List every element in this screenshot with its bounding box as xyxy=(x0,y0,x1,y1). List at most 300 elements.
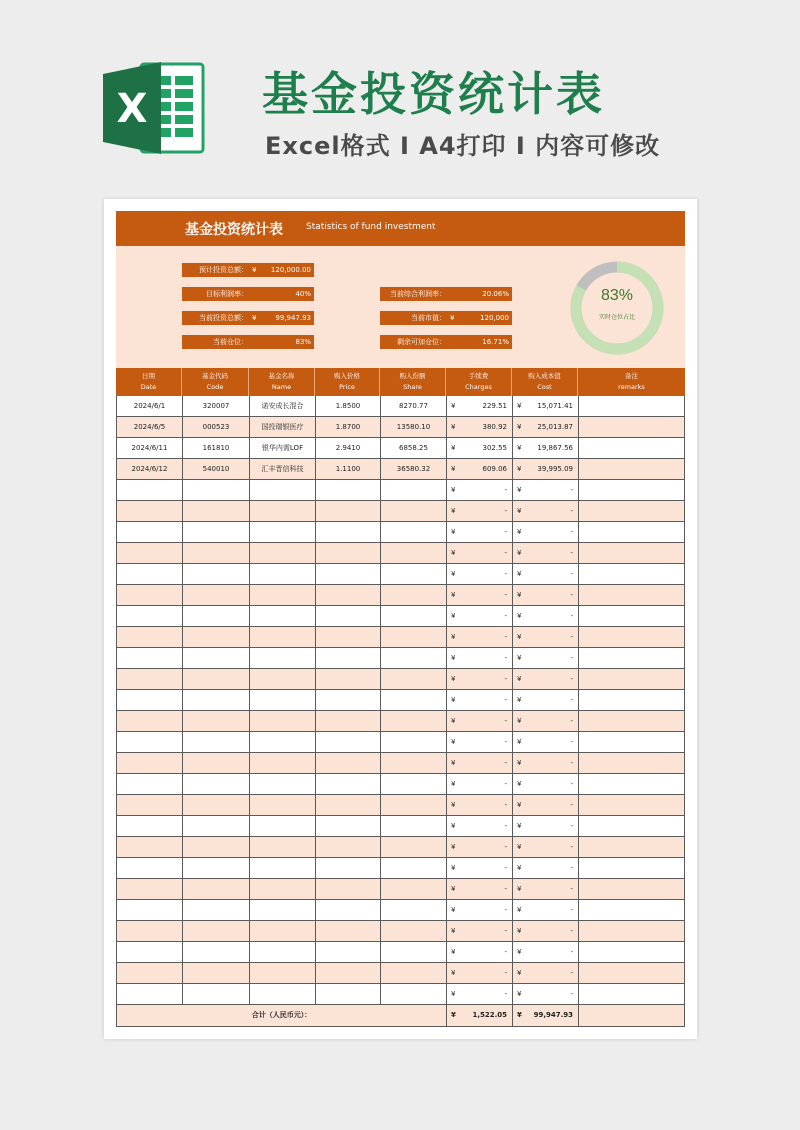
cell-code[interactable] xyxy=(183,585,250,605)
cell-price[interactable] xyxy=(316,669,381,689)
cell-name[interactable] xyxy=(250,522,316,542)
cell-remarks[interactable] xyxy=(579,858,686,878)
cell-share[interactable]: 36580.32 xyxy=(381,459,447,479)
cell-code[interactable] xyxy=(183,606,250,626)
cell-value: - xyxy=(570,927,573,935)
summary-left-0 xyxy=(182,263,314,277)
cell-cost[interactable] xyxy=(513,690,579,710)
table-row xyxy=(117,522,684,543)
cell-share[interactable] xyxy=(381,795,447,815)
cell-name[interactable] xyxy=(250,837,316,857)
cell-charges[interactable] xyxy=(447,669,513,689)
cell-date[interactable] xyxy=(117,522,183,542)
cell-share[interactable] xyxy=(381,564,447,584)
cell-date[interactable]: 2024/6/1 xyxy=(117,396,183,416)
cell-cost[interactable] xyxy=(513,543,579,563)
currency-symbol: ¥ xyxy=(451,801,456,809)
cell-date[interactable] xyxy=(117,564,183,584)
cell-value: - xyxy=(504,843,507,851)
cell-value: - xyxy=(570,885,573,893)
cell-name[interactable] xyxy=(250,900,316,920)
summary-label: 当前仓位： xyxy=(213,338,248,346)
cell-date[interactable] xyxy=(117,879,183,899)
table-row xyxy=(117,585,684,606)
currency-symbol: ¥ xyxy=(451,990,456,998)
cell-share[interactable] xyxy=(381,816,447,836)
cell-code[interactable] xyxy=(183,858,250,878)
currency-symbol: ¥ xyxy=(451,591,456,599)
cell-share[interactable] xyxy=(381,627,447,647)
cell-date[interactable] xyxy=(117,795,183,815)
cell-remarks[interactable] xyxy=(579,459,686,479)
cell-remarks[interactable] xyxy=(579,963,686,983)
cell-charges[interactable] xyxy=(447,480,513,500)
cell-cost[interactable] xyxy=(513,900,579,920)
cell-charges[interactable] xyxy=(447,522,513,542)
table-row xyxy=(117,921,684,942)
cell-date[interactable] xyxy=(117,501,183,521)
cell-date[interactable] xyxy=(117,942,183,962)
cell-date[interactable] xyxy=(117,816,183,836)
cell-price[interactable] xyxy=(316,711,381,731)
cell-share[interactable] xyxy=(381,501,447,521)
cell-remarks[interactable] xyxy=(579,627,686,647)
cell-name[interactable] xyxy=(250,690,316,710)
summary-left-1 xyxy=(182,287,314,301)
currency-symbol: ¥ xyxy=(451,465,456,473)
cell-price[interactable] xyxy=(316,732,381,752)
cell-remarks[interactable] xyxy=(579,921,686,941)
cell-remarks[interactable] xyxy=(579,648,686,668)
cell-date[interactable] xyxy=(117,984,183,1004)
cell-price[interactable]: 2.9410 xyxy=(316,438,381,458)
cell-charges[interactable] xyxy=(447,396,513,416)
cell-share[interactable]: 6858.25 xyxy=(381,438,447,458)
currency-symbol: ¥ xyxy=(451,633,456,641)
cell-date[interactable] xyxy=(117,900,183,920)
cell-cost[interactable] xyxy=(513,501,579,521)
currency-symbol: ¥ xyxy=(517,1011,522,1019)
cell-date[interactable] xyxy=(117,921,183,941)
cell-name[interactable] xyxy=(250,501,316,521)
cell-price[interactable] xyxy=(316,480,381,500)
cell-charges[interactable] xyxy=(447,648,513,668)
summary-value: 83% xyxy=(295,338,311,346)
cell-code[interactable] xyxy=(183,648,250,668)
cell-cost[interactable] xyxy=(513,417,579,437)
cell-cost[interactable] xyxy=(513,564,579,584)
cell-price[interactable] xyxy=(316,837,381,857)
cell-cost[interactable] xyxy=(513,858,579,878)
cell-value: 1,522.05 xyxy=(472,1011,507,1019)
cell-charges[interactable] xyxy=(447,690,513,710)
cell-share[interactable] xyxy=(381,963,447,983)
cell-value: 229.51 xyxy=(482,402,507,410)
column-header-share xyxy=(380,368,446,396)
cell-code[interactable] xyxy=(183,564,250,584)
cell-remarks[interactable] xyxy=(579,942,686,962)
cell-charges[interactable] xyxy=(447,732,513,752)
cell-share[interactable] xyxy=(381,837,447,857)
cell-date[interactable] xyxy=(117,774,183,794)
cell-price[interactable]: 1.8700 xyxy=(316,417,381,437)
cell-price[interactable] xyxy=(316,564,381,584)
cell-cost[interactable] xyxy=(513,606,579,626)
cell-charges[interactable] xyxy=(447,858,513,878)
cell-charges[interactable] xyxy=(447,795,513,815)
cell-name[interactable] xyxy=(250,669,316,689)
cell-value: - xyxy=(504,633,507,641)
cell-name[interactable] xyxy=(250,648,316,668)
cell-name[interactable] xyxy=(250,753,316,773)
cell-name[interactable] xyxy=(250,984,316,1004)
cell-price[interactable] xyxy=(316,963,381,983)
table-row xyxy=(117,858,684,879)
cell-value: - xyxy=(570,507,573,515)
cell-date[interactable]: 2024/6/12 xyxy=(117,459,183,479)
cell-code[interactable] xyxy=(183,669,250,689)
cell-code[interactable] xyxy=(183,627,250,647)
cell-charges[interactable] xyxy=(447,501,513,521)
cell-name[interactable] xyxy=(250,732,316,752)
cell-code[interactable] xyxy=(183,942,250,962)
cell-cost[interactable] xyxy=(513,459,579,479)
cell-value: 99,947.93 xyxy=(533,1011,573,1019)
cell-share[interactable] xyxy=(381,942,447,962)
cell-cost[interactable] xyxy=(513,648,579,668)
cell-price[interactable] xyxy=(316,879,381,899)
cell-charges[interactable] xyxy=(447,900,513,920)
cell-remarks[interactable] xyxy=(579,711,686,731)
cell-cost[interactable] xyxy=(513,816,579,836)
cell-price[interactable] xyxy=(316,942,381,962)
cell-date[interactable] xyxy=(117,711,183,731)
cell-date[interactable] xyxy=(117,606,183,626)
cell-name[interactable]: 国投瑞银医疗 xyxy=(250,417,316,437)
cell-code[interactable] xyxy=(183,711,250,731)
currency-symbol: ¥ xyxy=(517,654,522,662)
cell-price[interactable] xyxy=(316,921,381,941)
cell-value: 380.92 xyxy=(482,423,507,431)
cell-cost[interactable] xyxy=(513,837,579,857)
cell-date[interactable] xyxy=(117,585,183,605)
cell-code[interactable]: 540010 xyxy=(183,459,250,479)
cell-remarks[interactable] xyxy=(579,438,686,458)
cell-name[interactable] xyxy=(250,585,316,605)
cell-share[interactable] xyxy=(381,711,447,731)
cell-cost[interactable] xyxy=(513,732,579,752)
cell-name[interactable] xyxy=(250,711,316,731)
cell-share[interactable]: 8270.77 xyxy=(381,396,447,416)
summary-label: 目标利润率： xyxy=(206,290,248,298)
cell-date[interactable] xyxy=(117,627,183,647)
cell-name[interactable]: 汇丰晋信科技 xyxy=(250,459,316,479)
column-header-price xyxy=(315,368,380,396)
cell-cost[interactable] xyxy=(513,942,579,962)
table-body xyxy=(116,396,685,1027)
cell-cost[interactable] xyxy=(513,585,579,605)
total-cost xyxy=(513,1005,579,1026)
cell-date[interactable] xyxy=(117,753,183,773)
cell-code[interactable] xyxy=(183,984,250,1004)
cell-cost[interactable] xyxy=(513,795,579,815)
cell-remarks[interactable] xyxy=(579,501,686,521)
cell-remarks[interactable] xyxy=(579,900,686,920)
cell-charges[interactable] xyxy=(447,921,513,941)
cell-name[interactable] xyxy=(250,858,316,878)
cell-cost[interactable] xyxy=(513,438,579,458)
cell-code[interactable] xyxy=(183,690,250,710)
cell-charges[interactable] xyxy=(447,438,513,458)
cell-cost[interactable] xyxy=(513,480,579,500)
cell-code[interactable] xyxy=(183,732,250,752)
currency-symbol: ¥ xyxy=(451,423,456,431)
cell-price[interactable] xyxy=(316,900,381,920)
cell-price[interactable] xyxy=(316,606,381,626)
cell-code[interactable] xyxy=(183,816,250,836)
cell-remarks[interactable] xyxy=(579,564,686,584)
cell-remarks[interactable] xyxy=(579,984,686,1004)
cell-value: - xyxy=(504,570,507,578)
cell-date[interactable] xyxy=(117,648,183,668)
cell-code[interactable] xyxy=(183,921,250,941)
cell-cost[interactable] xyxy=(513,522,579,542)
cell-remarks[interactable] xyxy=(579,816,686,836)
cell-share[interactable] xyxy=(381,921,447,941)
cell-price[interactable] xyxy=(316,648,381,668)
table-row xyxy=(117,648,684,669)
cell-cost[interactable] xyxy=(513,984,579,1004)
column-header-cn: 备注 xyxy=(625,372,638,380)
cell-date[interactable]: 2024/6/5 xyxy=(117,417,183,437)
cell-price[interactable] xyxy=(316,543,381,563)
cell-cost[interactable] xyxy=(513,921,579,941)
table-header xyxy=(116,368,685,396)
cell-code[interactable] xyxy=(183,963,250,983)
cell-price[interactable]: 1.1100 xyxy=(316,459,381,479)
cell-remarks[interactable] xyxy=(579,879,686,899)
cell-remarks[interactable] xyxy=(579,396,686,416)
cell-charges[interactable] xyxy=(447,564,513,584)
cell-charges[interactable] xyxy=(447,879,513,899)
cell-remarks[interactable] xyxy=(579,480,686,500)
cell-share[interactable] xyxy=(381,984,447,1004)
cell-cost[interactable] xyxy=(513,669,579,689)
currency-symbol: ¥ xyxy=(517,465,522,473)
cell-value: - xyxy=(570,738,573,746)
cell-price[interactable]: 1.8500 xyxy=(316,396,381,416)
cell-charges[interactable] xyxy=(447,543,513,563)
cell-remarks[interactable] xyxy=(579,774,686,794)
cell-price[interactable] xyxy=(316,753,381,773)
cell-date[interactable] xyxy=(117,732,183,752)
cell-share[interactable] xyxy=(381,522,447,542)
cell-share[interactable] xyxy=(381,774,447,794)
position-gauge xyxy=(569,260,665,356)
cell-name[interactable] xyxy=(250,942,316,962)
cell-cost[interactable] xyxy=(513,774,579,794)
cell-share[interactable] xyxy=(381,879,447,899)
cell-price[interactable] xyxy=(316,795,381,815)
cell-price[interactable] xyxy=(316,501,381,521)
table-row xyxy=(117,900,684,921)
cell-name[interactable] xyxy=(250,963,316,983)
cell-price[interactable] xyxy=(316,585,381,605)
cell-charges[interactable] xyxy=(447,774,513,794)
column-header-cn: 手续费 xyxy=(468,372,489,380)
cell-date[interactable] xyxy=(117,669,183,689)
cell-cost[interactable] xyxy=(513,879,579,899)
currency-symbol: ¥ xyxy=(517,843,522,851)
cell-value: - xyxy=(570,549,573,557)
cell-value: - xyxy=(504,696,507,704)
cell-price[interactable] xyxy=(316,774,381,794)
cell-charges[interactable] xyxy=(447,984,513,1004)
currency-symbol: ¥ xyxy=(451,948,456,956)
cell-share[interactable]: 13580.10 xyxy=(381,417,447,437)
summary-value: 16.71% xyxy=(482,338,509,346)
cell-price[interactable] xyxy=(316,690,381,710)
cell-name[interactable] xyxy=(250,480,316,500)
cell-code[interactable] xyxy=(183,837,250,857)
cell-charges[interactable] xyxy=(447,816,513,836)
cell-name[interactable]: 诺安成长混合 xyxy=(250,396,316,416)
cell-cost[interactable] xyxy=(513,396,579,416)
currency-symbol: ¥ xyxy=(517,507,522,515)
cell-charges[interactable] xyxy=(447,417,513,437)
cell-date[interactable] xyxy=(117,480,183,500)
cell-charges[interactable] xyxy=(447,459,513,479)
currency-symbol: ¥ xyxy=(451,969,456,977)
summary-value: 20.06% xyxy=(482,290,509,298)
cell-price[interactable] xyxy=(316,627,381,647)
cell-remarks[interactable] xyxy=(579,522,686,542)
sheet-title-bar xyxy=(116,211,685,246)
cell-price[interactable] xyxy=(316,858,381,878)
cell-code[interactable] xyxy=(183,522,250,542)
cell-share[interactable] xyxy=(381,690,447,710)
cell-share[interactable] xyxy=(381,585,447,605)
cell-remarks[interactable] xyxy=(579,837,686,857)
cell-code[interactable]: 000523 xyxy=(183,417,250,437)
cell-charges[interactable] xyxy=(447,837,513,857)
cell-share[interactable] xyxy=(381,753,447,773)
cell-charges[interactable] xyxy=(447,963,513,983)
cell-value: - xyxy=(504,759,507,767)
cell-cost[interactable] xyxy=(513,963,579,983)
cell-name[interactable] xyxy=(250,606,316,626)
cell-remarks[interactable] xyxy=(579,585,686,605)
cell-charges[interactable] xyxy=(447,606,513,626)
cell-code[interactable]: 161810 xyxy=(183,438,250,458)
cell-name[interactable] xyxy=(250,774,316,794)
cell-charges[interactable] xyxy=(447,711,513,731)
currency-symbol: ¥ xyxy=(517,759,522,767)
cell-code[interactable] xyxy=(183,795,250,815)
cell-cost[interactable] xyxy=(513,711,579,731)
cell-code[interactable] xyxy=(183,879,250,899)
cell-share[interactable] xyxy=(381,480,447,500)
cell-remarks[interactable] xyxy=(579,753,686,773)
cell-charges[interactable] xyxy=(447,942,513,962)
cell-date[interactable]: 2024/6/11 xyxy=(117,438,183,458)
cell-date[interactable] xyxy=(117,858,183,878)
cell-remarks[interactable] xyxy=(579,417,686,437)
cell-share[interactable] xyxy=(381,543,447,563)
cell-value: 25,013.87 xyxy=(537,423,573,431)
cell-charges[interactable] xyxy=(447,627,513,647)
cell-remarks[interactable] xyxy=(579,795,686,815)
cell-value: - xyxy=(570,843,573,851)
currency-symbol: ¥ xyxy=(517,444,522,452)
cell-share[interactable] xyxy=(381,669,447,689)
currency-symbol: ¥ xyxy=(252,266,257,274)
cell-date[interactable] xyxy=(117,690,183,710)
cell-cost[interactable] xyxy=(513,627,579,647)
column-header-cost xyxy=(512,368,578,396)
cell-code[interactable] xyxy=(183,543,250,563)
cell-code[interactable] xyxy=(183,501,250,521)
cell-price[interactable] xyxy=(316,984,381,1004)
cell-code[interactable] xyxy=(183,480,250,500)
table-row xyxy=(117,627,684,648)
cell-remarks[interactable] xyxy=(579,732,686,752)
cell-remarks[interactable] xyxy=(579,669,686,689)
cell-code[interactable] xyxy=(183,753,250,773)
cell-name[interactable] xyxy=(250,543,316,563)
cell-remarks[interactable] xyxy=(579,606,686,626)
cell-code[interactable] xyxy=(183,900,250,920)
table-row xyxy=(117,711,684,732)
cell-date[interactable] xyxy=(117,963,183,983)
table-row xyxy=(117,396,684,417)
column-header-en: Code xyxy=(206,383,224,391)
column-header-charges xyxy=(446,368,512,396)
cell-name[interactable] xyxy=(250,921,316,941)
cell-name[interactable] xyxy=(250,879,316,899)
table-row xyxy=(117,942,684,963)
cell-value: - xyxy=(570,969,573,977)
cell-code[interactable] xyxy=(183,774,250,794)
cell-value: - xyxy=(504,591,507,599)
cell-share[interactable] xyxy=(381,732,447,752)
cell-cost[interactable] xyxy=(513,753,579,773)
cell-value: - xyxy=(504,990,507,998)
cell-charges[interactable] xyxy=(447,585,513,605)
cell-share[interactable] xyxy=(381,606,447,626)
cell-remarks[interactable] xyxy=(579,543,686,563)
cell-name[interactable] xyxy=(250,816,316,836)
cell-remarks[interactable] xyxy=(579,690,686,710)
cell-share[interactable] xyxy=(381,648,447,668)
cell-name[interactable]: 银华内需LOF xyxy=(250,438,316,458)
cell-share[interactable] xyxy=(381,900,447,920)
currency-symbol: ¥ xyxy=(451,780,456,788)
cell-date[interactable] xyxy=(117,837,183,857)
currency-symbol: ¥ xyxy=(517,423,522,431)
cell-name[interactable] xyxy=(250,564,316,584)
cell-share[interactable] xyxy=(381,858,447,878)
cell-name[interactable] xyxy=(250,795,316,815)
cell-charges[interactable] xyxy=(447,753,513,773)
cell-price[interactable] xyxy=(316,816,381,836)
cell-code[interactable]: 320007 xyxy=(183,396,250,416)
table-row xyxy=(117,459,684,480)
cell-price[interactable] xyxy=(316,522,381,542)
cell-name[interactable] xyxy=(250,627,316,647)
column-header-cn: 日期 xyxy=(142,372,155,380)
cell-date[interactable] xyxy=(117,543,183,563)
